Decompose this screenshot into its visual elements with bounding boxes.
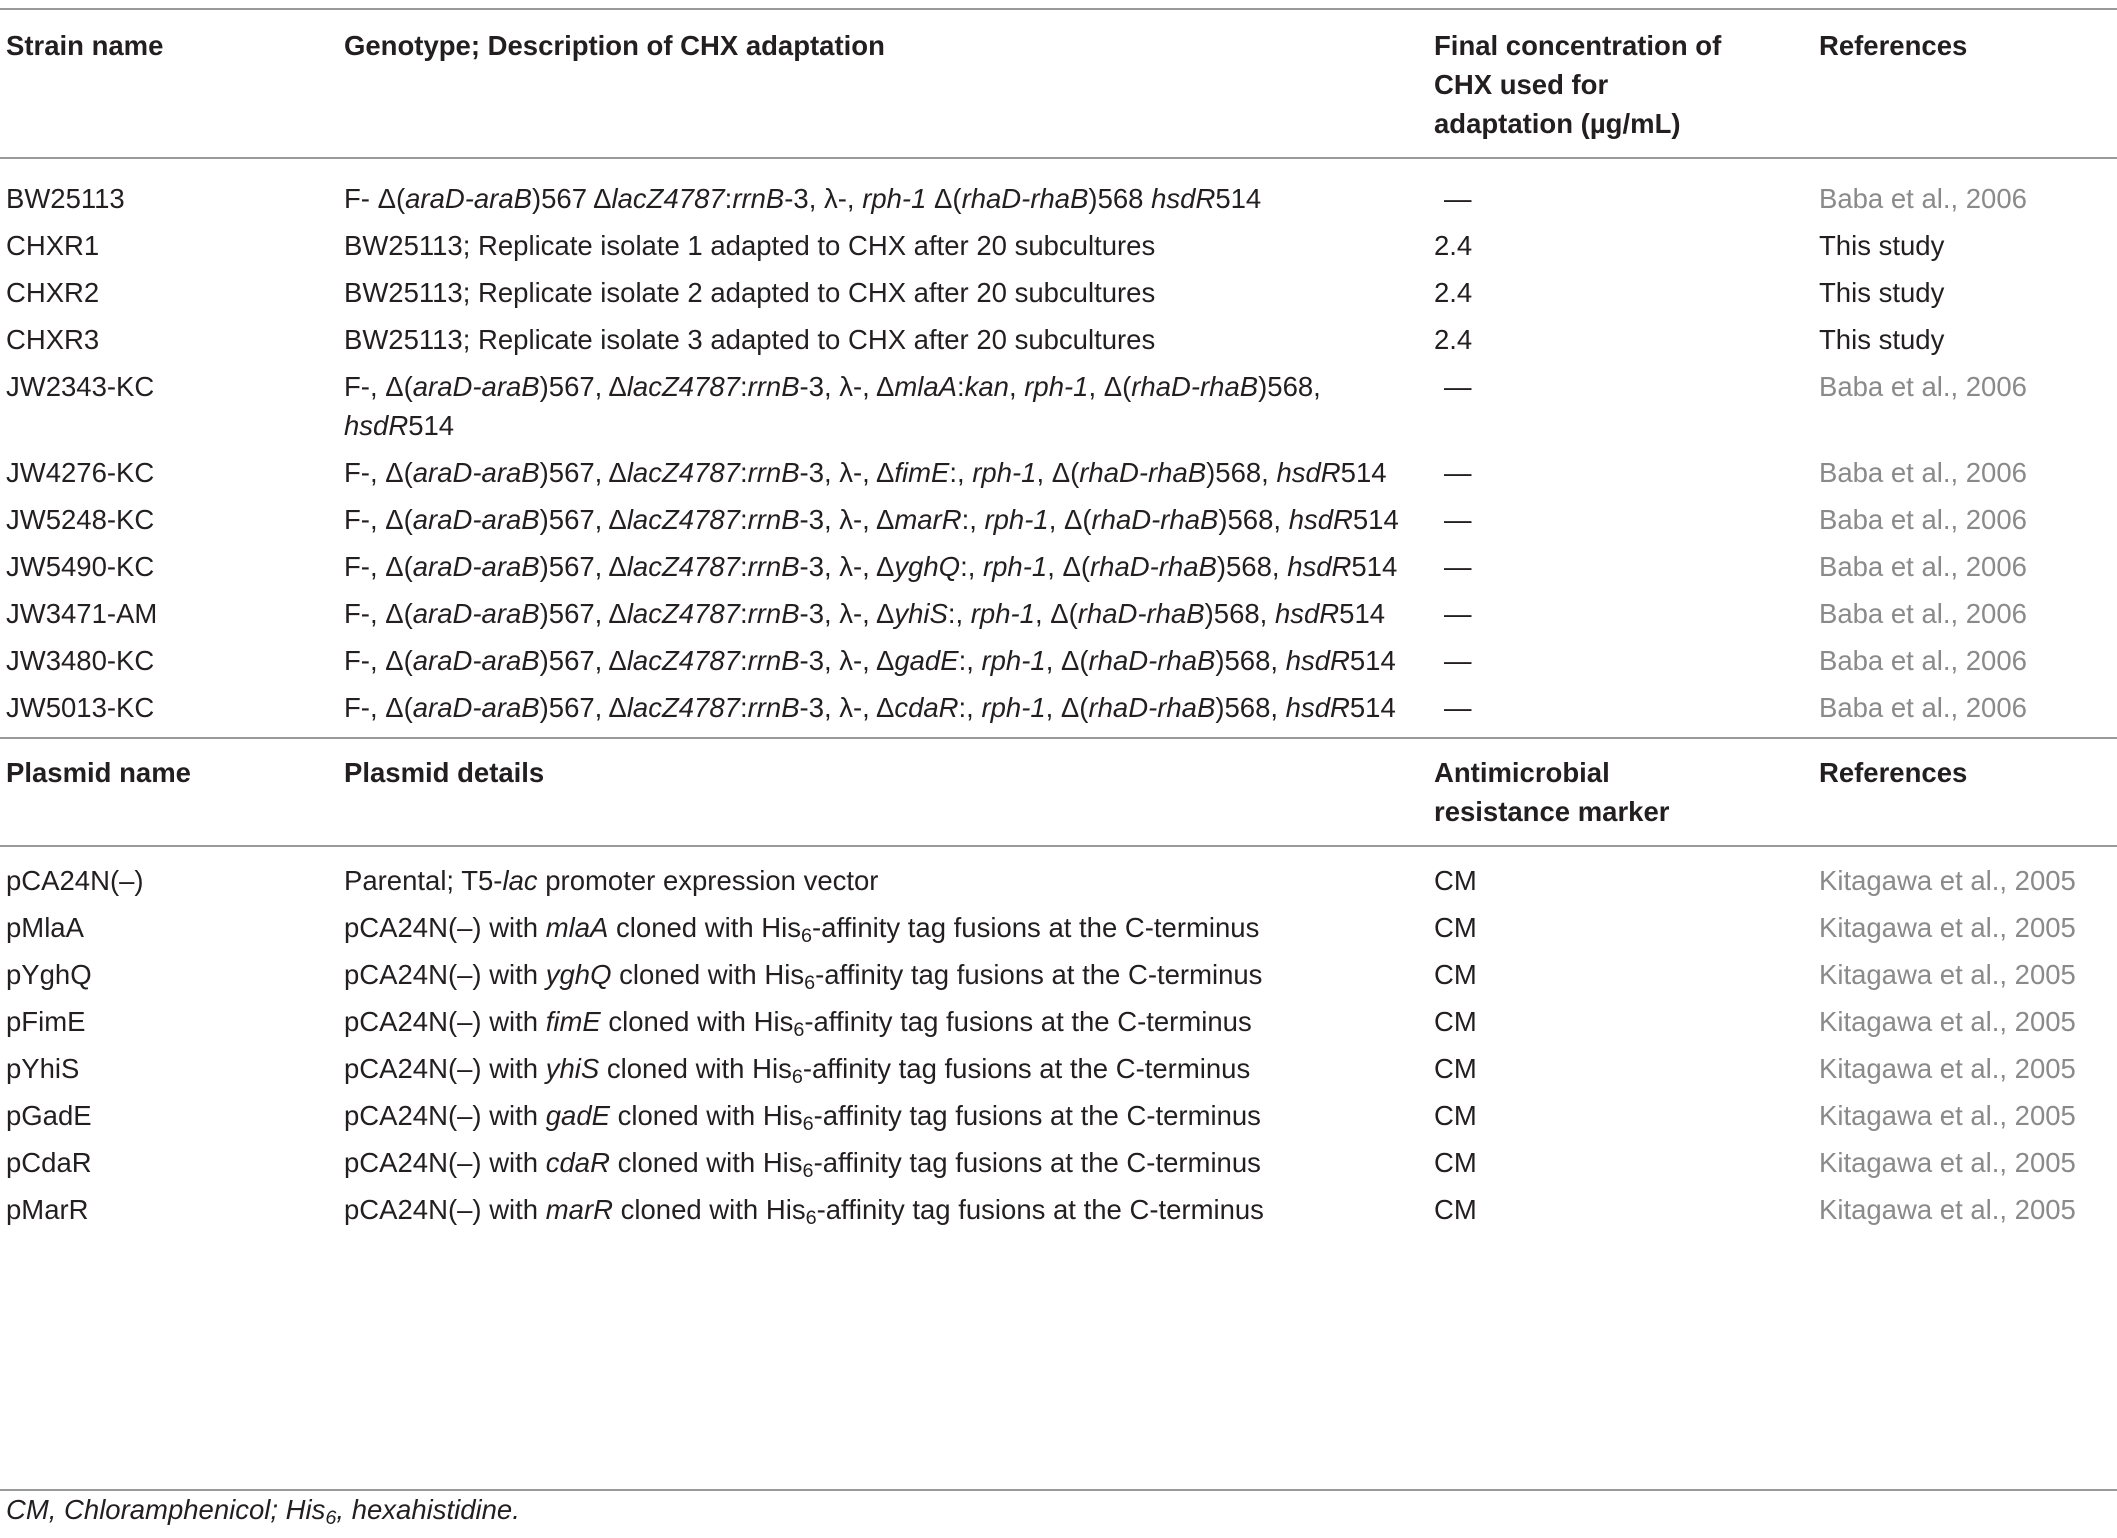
strain-chx-concentration: — [1444, 183, 1472, 214]
strain-name: JW3471-AM [6, 598, 158, 629]
strain-row [0, 269, 2117, 316]
strain-row [0, 363, 2117, 449]
strain-name: CHXR1 [6, 230, 100, 261]
strain-reference: Baba et al., 2006 [1819, 598, 2027, 629]
plasmid-details: pCA24N(–) with cdaR cloned with His$_6$-affinity tag fusions at the C-terminus [344, 1147, 1261, 1182]
strain-chx-concentration: — [1444, 692, 1472, 723]
strain-genotype: BW25113; Replicate isolate 3 adapted to CHX after 20 subcultures [344, 324, 1156, 355]
strain-row [0, 543, 2117, 590]
strain-genotype: F-, Δ(araD-araB)567, ΔlacZ4787:rrnB-3, λ-, ΔgadE:, rph-1, Δ(rhaD-rhaB)568, hsdR514 [344, 645, 1396, 676]
strain-name: CHXR3 [6, 324, 100, 355]
plasmid-name-header: Plasmid name [0, 738, 338, 846]
strain-name: JW4276-KC [6, 457, 155, 488]
strain-row [0, 637, 2117, 684]
strain-row [0, 684, 2117, 738]
strain-name: JW5248-KC [6, 504, 155, 535]
plasmid-reference: Kitagawa et al., 2005 [1819, 959, 2076, 990]
strain-genotype: F-, Δ(araD-araB)567, ΔlacZ4787:rrnB-3, λ-, ΔfimE:, rph-1, Δ(rhaD-rhaB)568, hsdR514 [344, 457, 1387, 488]
strain-name: CHXR2 [6, 277, 100, 308]
plasmid-details: pCA24N(–) with yhiS cloned with His$_6$-affinity tag fusions at the C-terminus [344, 1053, 1251, 1088]
strain-reference: Baba et al., 2006 [1819, 183, 2027, 214]
plasmid-row [0, 904, 2117, 951]
strain-name: JW2343-KC [6, 371, 155, 402]
chx-concentration-header: Final concentration of CHX used for adaptation (µg/mL) [1428, 9, 1813, 158]
plasmid-name: pMarR [6, 1194, 89, 1225]
plasmid-details: pCA24N(–) with fimE cloned with His$_6$-affinity tag fusions at the C-terminus [344, 1006, 1252, 1041]
footnote-rule [0, 1489, 2117, 1491]
plasmid-resistance-marker: CM [1434, 1006, 1477, 1037]
strain-genotype: F-, Δ(araD-araB)567, ΔlacZ4787:rrnB-3, λ-, ΔyhiS:, rph-1, Δ(rhaD-rhaB)568, hsdR514 [344, 598, 1386, 629]
strain-reference: This study [1819, 277, 1945, 308]
plasmid-header-row [0, 738, 2117, 846]
strain-chx-concentration: — [1444, 457, 1472, 488]
strain-reference: Baba et al., 2006 [1819, 371, 2027, 402]
plasmid-reference: Kitagawa et al., 2005 [1819, 1100, 2076, 1131]
plasmid-row [0, 1092, 2117, 1139]
plasmid-reference: Kitagawa et al., 2005 [1819, 1147, 2076, 1178]
strains-plasmids-table [0, 8, 2117, 1239]
plasmid-resistance-marker: CM [1434, 959, 1477, 990]
strain-reference: This study [1819, 230, 1945, 261]
plasmid-reference: Kitagawa et al., 2005 [1819, 1194, 2076, 1225]
strain-row [0, 449, 2117, 496]
plasmid-row [0, 998, 2117, 1045]
table-footnote: CM, Chloramphenicol; His$_6$, hexahistidine. [6, 1494, 520, 1529]
plasmid-details: pCA24N(–) with mlaA cloned with His$_6$-affinity tag fusions at the C-terminus [344, 912, 1260, 947]
plasmid-name: pFimE [6, 1006, 86, 1037]
plasmid-references-header: References [1813, 738, 2117, 846]
plasmid-resistance-marker: CM [1434, 1053, 1477, 1084]
strain-row [0, 496, 2117, 543]
strain-header-row [0, 9, 2117, 158]
plasmid-name: pYghQ [6, 959, 92, 990]
plasmid-row [0, 846, 2117, 904]
plasmid-row [0, 951, 2117, 998]
plasmid-name: pCdaR [6, 1147, 92, 1178]
plasmid-row [0, 1139, 2117, 1186]
strain-chx-concentration: 2.4 [1434, 277, 1473, 308]
strain-reference: Baba et al., 2006 [1819, 504, 2027, 535]
strain-name: JW3480-KC [6, 645, 155, 676]
resistance-marker-header: Antimicrobial resistance marker [1428, 738, 1813, 846]
strain-genotype: F-, Δ(araD-araB)567, ΔlacZ4787:rrnB-3, λ-, ΔcdaR:, rph-1, Δ(rhaD-rhaB)568, hsdR514 [344, 692, 1396, 723]
strain-row [0, 590, 2117, 637]
plasmid-details: pCA24N(–) with yghQ cloned with His$_6$-affinity tag fusions at the C-terminus [344, 959, 1263, 994]
strain-reference: Baba et al., 2006 [1819, 692, 2027, 723]
plasmid-resistance-marker: CM [1434, 1100, 1477, 1131]
strain-reference: Baba et al., 2006 [1819, 551, 2027, 582]
strain-chx-concentration: — [1444, 598, 1472, 629]
strain-reference: This study [1819, 324, 1945, 355]
strain-row [0, 222, 2117, 269]
plasmid-reference: Kitagawa et al., 2005 [1819, 912, 2076, 943]
plasmid-reference: Kitagawa et al., 2005 [1819, 1053, 2076, 1084]
plasmid-resistance-marker: CM [1434, 1147, 1477, 1178]
plasmid-details-header: Plasmid details [338, 738, 1428, 846]
strain-genotype: BW25113; Replicate isolate 2 adapted to CHX after 20 subcultures [344, 277, 1156, 308]
plasmid-details: pCA24N(–) with marR cloned with His$_6$-affinity tag fusions at the C-terminus [344, 1194, 1264, 1229]
strain-genotype: F-, Δ(araD-araB)567, ΔlacZ4787:rrnB-3, λ-, ΔyghQ:, rph-1, Δ(rhaD-rhaB)568, hsdR514 [344, 551, 1398, 582]
strain-name: JW5490-KC [6, 551, 155, 582]
plasmid-name: pMlaA [6, 912, 84, 943]
plasmid-reference: Kitagawa et al., 2005 [1819, 1006, 2076, 1037]
strain-chx-concentration: — [1444, 371, 1472, 402]
plasmid-name: pGadE [6, 1100, 92, 1131]
plasmid-name: pCA24N(–) [6, 865, 144, 896]
strain-name-header: Strain name [0, 9, 338, 158]
strain-chx-concentration: — [1444, 504, 1472, 535]
genotype-header: Genotype; Description of CHX adaptation [338, 9, 1428, 158]
strain-genotype: BW25113; Replicate isolate 1 adapted to CHX after 20 subcultures [344, 230, 1156, 261]
plasmid-row [0, 1186, 2117, 1239]
plasmid-resistance-marker: CM [1434, 1194, 1477, 1225]
strain-genotype: F-, Δ(araD-araB)567, ΔlacZ4787:rrnB-3, λ-, ΔmarR:, rph-1, Δ(rhaD-rhaB)568, hsdR514 [344, 504, 1399, 535]
strain-chx-concentration: — [1444, 551, 1472, 582]
plasmid-details: pCA24N(–) with gadE cloned with His$_6$-affinity tag fusions at the C-terminus [344, 1100, 1261, 1135]
strain-genotype: F- Δ(araD-araB)567 ΔlacZ4787:rrnB-3, λ-, rph-1 Δ(rhaD-rhaB)568 hsdR514 [344, 183, 1262, 214]
strain-chx-concentration: 2.4 [1434, 230, 1473, 261]
strain-reference: Baba et al., 2006 [1819, 457, 2027, 488]
strain-reference: Baba et al., 2006 [1819, 645, 2027, 676]
strain-name: BW25113 [6, 183, 125, 214]
plasmid-row [0, 1045, 2117, 1092]
strain-genotype: F-, Δ(araD-araB)567, ΔlacZ4787:rrnB-3, λ-, ΔmlaA:kan, rph-1, Δ(rhaD-rhaB)568, hsdR514 [344, 371, 1321, 441]
plasmid-name: pYhiS [6, 1053, 80, 1084]
strain-row [0, 158, 2117, 222]
plasmid-details: Parental; T5-lac promoter expression vector [344, 865, 879, 896]
plasmid-resistance-marker: CM [1434, 865, 1477, 896]
strain-chx-concentration: — [1444, 645, 1472, 676]
plasmid-reference: Kitagawa et al., 2005 [1819, 865, 2076, 896]
strain-chx-concentration: 2.4 [1434, 324, 1473, 355]
plasmid-resistance-marker: CM [1434, 912, 1477, 943]
references-header: References [1813, 9, 2117, 158]
strain-name: JW5013-KC [6, 692, 155, 723]
strain-row [0, 316, 2117, 363]
